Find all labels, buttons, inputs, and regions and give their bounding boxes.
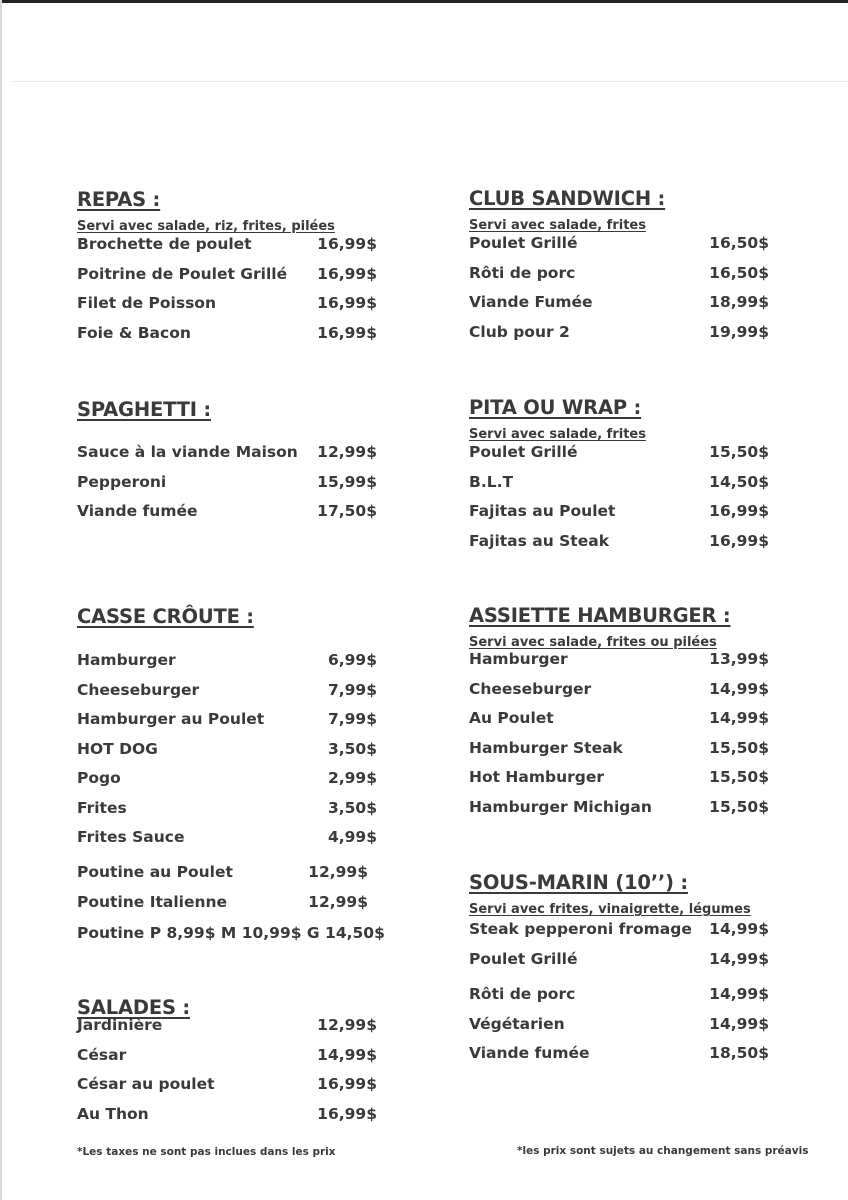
item-name: César: [77, 1045, 127, 1064]
item-price: 16,99$: [317, 264, 377, 283]
menu-item: [469, 288, 789, 317]
section-salades: [77, 994, 377, 1123]
item-name: Poutine Italienne: [77, 893, 228, 911]
item-name: Hamburger Steak: [469, 738, 623, 757]
item-name: Pogo: [77, 769, 121, 787]
menu-item: [77, 1100, 397, 1129]
menu-item: [469, 229, 789, 258]
menu-item: [469, 259, 789, 288]
item-name: Hamburger au Poulet: [77, 710, 265, 728]
section-sous-marin: [469, 869, 769, 1062]
item-price: 16,99$: [317, 294, 377, 312]
menu-item: [77, 858, 397, 887]
section-casse-croute: [77, 603, 385, 942]
item-name: Hamburger: [469, 650, 568, 668]
item-price: 3,50$: [327, 798, 377, 817]
menu-item: [77, 319, 397, 348]
menu-item: [469, 980, 789, 1009]
item-price: 12,99$: [317, 443, 377, 461]
menu-item: [77, 764, 397, 793]
menu-item: [469, 763, 789, 792]
menu-item: [469, 497, 789, 526]
menu-item: [469, 468, 789, 497]
menu-item: [469, 1039, 789, 1068]
item-name: Sauce à la viande Maison: [77, 443, 298, 461]
top-border: [0, 0, 848, 3]
item-price: 2,99$: [327, 769, 377, 787]
item-price: 18,50$: [709, 1044, 769, 1062]
item-name: Au Poulet: [469, 709, 554, 727]
menu-item: [77, 676, 397, 705]
item-price: 16,99$: [317, 235, 377, 253]
item-price: 16,50$: [709, 263, 769, 282]
item-name: Au Thon: [77, 1104, 149, 1123]
item-name: Hot Hamburger: [469, 768, 605, 786]
menu-item: [469, 704, 789, 733]
footnote-prix: *les prix sont sujets au changement sans préavis: [517, 1145, 809, 1157]
item-price: 14,99$: [709, 920, 769, 938]
menu-item: [77, 497, 397, 526]
item-price: 14,99$: [709, 1014, 769, 1033]
item-price: 16,99$: [709, 502, 769, 520]
section-title: ASSIETTE HAMBURGER :: [469, 604, 731, 627]
item-name: Brochette de poulet: [77, 235, 252, 253]
item-name: HOT DOG: [77, 739, 158, 758]
menu-item: [469, 915, 789, 944]
menu-item: [469, 318, 789, 347]
item-name: Club pour 2: [469, 322, 570, 341]
item-name: B.L.T: [469, 472, 514, 491]
menu-item: [77, 289, 397, 318]
menu-item: [469, 438, 789, 467]
item-price: 16,99$: [317, 1104, 377, 1123]
item-price: 14,99$: [317, 1045, 377, 1064]
menu-item: [77, 230, 397, 259]
item-name: Steak pepperoni fromage: [469, 920, 692, 938]
menu-item: [77, 919, 397, 948]
item-price: 14,50$: [709, 472, 769, 491]
item-price: 12,99$: [308, 893, 368, 911]
menu-item: [77, 735, 397, 764]
section-spaghetti: [77, 396, 377, 520]
item-name: Poutine P 8,99$ M 10,99$ G 14,50$: [77, 923, 385, 942]
menu-item: [77, 705, 397, 734]
item-name: Rôti de porc: [469, 263, 576, 282]
item-name: Rôti de porc: [469, 985, 576, 1003]
item-name: Hamburger Michigan: [469, 797, 652, 816]
item-name: Jardinière: [77, 1016, 163, 1034]
item-price: 14,99$: [709, 985, 769, 1003]
item-name: Frites Sauce: [77, 828, 185, 846]
item-name: Végétarien: [469, 1014, 565, 1033]
menu-item: [469, 527, 789, 556]
item-price: 3,50$: [327, 739, 377, 758]
menu-item: [77, 1011, 397, 1040]
menu-item: [77, 1041, 397, 1070]
item-name: Fajitas au Steak: [469, 531, 609, 550]
item-price: 13,99$: [709, 650, 769, 668]
section-title: SALADES :: [77, 996, 190, 1019]
section-title: SPAGHETTI :: [77, 398, 211, 421]
menu-item: [469, 734, 789, 763]
item-price: 19,99$: [709, 322, 769, 341]
item-price: 15,50$: [709, 768, 769, 786]
divider: [12, 81, 848, 82]
item-name: Poutine au Poulet: [77, 862, 233, 881]
item-name: Viande Fumée: [469, 293, 593, 311]
item-price: 16,99$: [317, 323, 377, 342]
menu-item: [77, 438, 397, 467]
item-price: 15,99$: [317, 472, 377, 491]
menu-item: [469, 945, 789, 974]
item-price: 6,99$: [327, 651, 377, 669]
section-subtitle: Servi avec salade, frites: [469, 218, 646, 233]
menu-item: [77, 1070, 397, 1099]
footnote-taxes: *Les taxes ne sont pas inclues dans les prix: [77, 1146, 336, 1158]
menu-item: [469, 1010, 789, 1039]
item-price: 16,99$: [709, 531, 769, 550]
item-price: 16,99$: [317, 1075, 377, 1093]
menu-item: [77, 888, 397, 917]
menu-item: [77, 646, 397, 675]
section-subtitle: Servi avec salade, frites ou pilées: [469, 635, 717, 650]
item-name: Foie & Bacon: [77, 323, 191, 342]
section-subtitle: Servi avec salade, frites: [469, 427, 646, 442]
item-price: 15,50$: [709, 443, 769, 461]
item-name: Viande fumée: [469, 1044, 590, 1062]
section-title: SOUS-MARIN (10’’) :: [469, 871, 689, 894]
item-price: 15,50$: [709, 738, 769, 757]
item-price: 15,50$: [709, 797, 769, 816]
item-name: Poulet Grillé: [469, 949, 578, 968]
item-price: 14,99$: [709, 679, 769, 698]
section-assiette-hamburger: [469, 602, 769, 816]
section-subtitle: Servi avec frites, vinaigrette, légumes: [469, 902, 751, 917]
menu-item: [469, 645, 789, 674]
item-price: 18,99$: [709, 293, 769, 311]
item-name: Poulet Grillé: [469, 234, 578, 252]
section-club-sandwich: [469, 185, 769, 341]
item-price: 7,99$: [327, 680, 377, 699]
item-name: Pepperoni: [77, 472, 167, 491]
menu-item: [77, 468, 397, 497]
section-title: CASSE CRÔUTE :: [77, 605, 254, 628]
item-name: Fajitas au Poulet: [469, 502, 616, 520]
item-name: Frites: [77, 798, 127, 817]
menu-item: [77, 823, 397, 852]
menu-item: [469, 675, 789, 704]
section-title: REPAS :: [77, 188, 161, 211]
menu-item: [77, 794, 397, 823]
item-price: 4,99$: [327, 828, 377, 846]
section-subtitle: Servi avec salade, riz, frites, pilées: [77, 219, 335, 234]
section-title: CLUB SANDWICH :: [469, 187, 666, 210]
item-name: Poulet Grillé: [469, 443, 578, 461]
item-price: 14,99$: [709, 949, 769, 968]
item-price: 17,50$: [317, 502, 377, 520]
page-edge: [0, 0, 2, 1200]
item-price: 12,99$: [308, 862, 368, 881]
item-price: 14,99$: [709, 709, 769, 727]
item-name: Viande fumée: [77, 502, 198, 520]
item-name: Poitrine de Poulet Grillé: [77, 264, 288, 283]
item-name: Filet de Poisson: [77, 294, 216, 312]
section-title: PITA OU WRAP :: [469, 396, 642, 419]
item-name: Cheeseburger: [469, 679, 592, 698]
item-price: 7,99$: [327, 710, 377, 728]
section-repas: [77, 186, 377, 342]
item-name: Cheeseburger: [77, 680, 200, 699]
item-price: 12,99$: [317, 1016, 377, 1034]
menu-item: [77, 260, 397, 289]
section-pita-ou-wrap: [469, 394, 769, 550]
item-name: César au poulet: [77, 1075, 215, 1093]
item-price: 16,50$: [709, 234, 769, 252]
menu-item: [469, 793, 789, 822]
item-name: Hamburger: [77, 651, 176, 669]
